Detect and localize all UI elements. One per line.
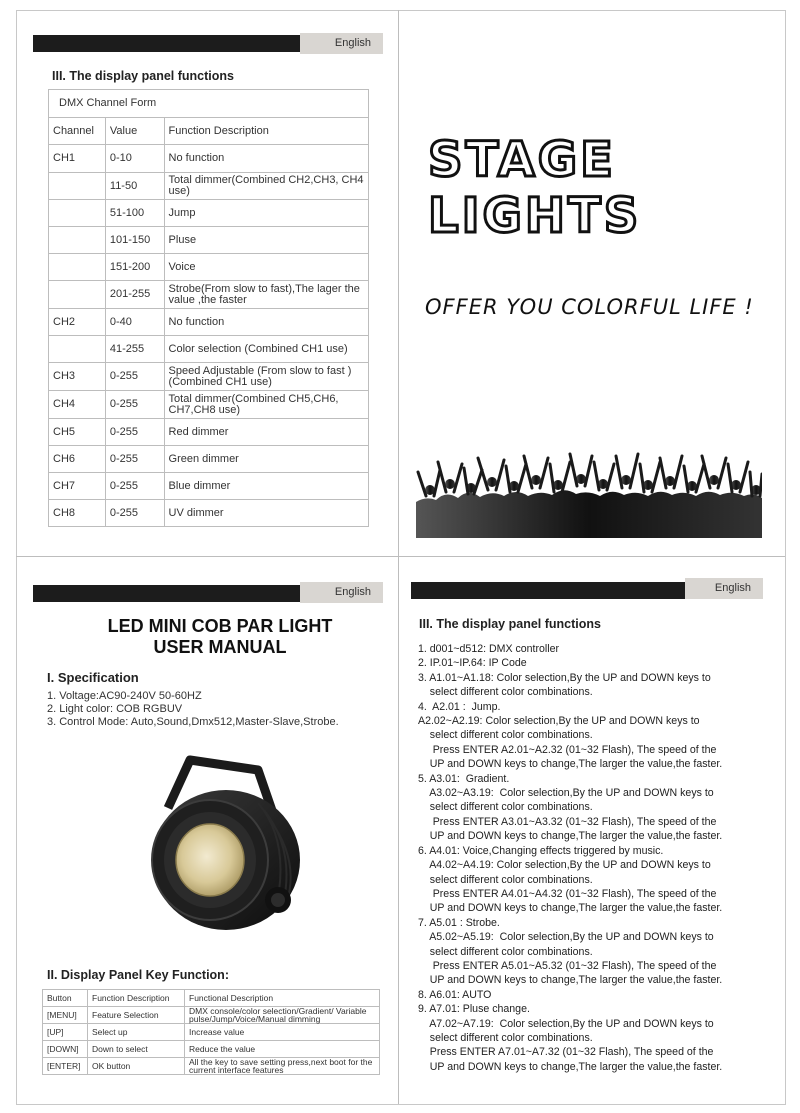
vertical-fold-line bbox=[398, 10, 399, 1104]
keys-cell-function: Select up bbox=[88, 1024, 185, 1041]
table-row bbox=[49, 500, 369, 527]
spec-control-mode: 3. Control Mode: Auto,Sound,Dmx512,Master-Slave,Strobe. bbox=[47, 716, 339, 728]
keys-cell-button: [MENU] bbox=[43, 1007, 88, 1024]
instruction-line: UP and DOWN keys to change,The larger the value,the faster. bbox=[418, 902, 723, 915]
crowd-silhouette bbox=[416, 450, 762, 538]
cell-description: UV dimmer bbox=[164, 500, 368, 527]
table-row bbox=[49, 391, 369, 419]
instruction-line: select different color combinations. bbox=[418, 729, 593, 742]
keys-column-description: Functional Description bbox=[185, 990, 380, 1007]
cell-channel bbox=[49, 173, 106, 200]
table-row bbox=[49, 200, 369, 227]
cell-description: Blue dimmer bbox=[164, 473, 368, 500]
instruction-line: A4.02~A4.19: Color selection,By the UP and DOWN keys to bbox=[418, 859, 711, 872]
table-row bbox=[49, 281, 369, 309]
cell-channel: CH4 bbox=[49, 391, 106, 419]
keys-cell-function: Down to select bbox=[88, 1041, 185, 1058]
cell-channel: CH1 bbox=[49, 145, 106, 173]
table-row bbox=[49, 145, 369, 173]
column-header-channel: Channel bbox=[49, 118, 106, 145]
cell-channel: CH2 bbox=[49, 309, 106, 336]
instruction-line: UP and DOWN keys to change,The larger the value,the faster. bbox=[418, 758, 723, 771]
cell-description: No function bbox=[164, 309, 368, 336]
table-row bbox=[49, 473, 369, 500]
keys-cell-button: [DOWN] bbox=[43, 1041, 88, 1058]
table-row bbox=[49, 363, 369, 391]
keys-cell-description: DMX console/color selection/Gradient/ Variable pulse/Jump/Voice/Manual dimming bbox=[185, 1007, 380, 1024]
instruction-list bbox=[418, 642, 722, 1074]
instruction-line: A5.02~A5.19: Color selection,By the UP and DOWN keys to bbox=[418, 931, 714, 944]
instruction-line: select different color combinations. bbox=[418, 801, 593, 814]
keys-cell-button: [UP] bbox=[43, 1024, 88, 1041]
instruction-line: 6. A4.01: Voice,Changing effects triggered by music. bbox=[418, 844, 664, 857]
brand-title: STAGE LIGHTS bbox=[428, 132, 642, 244]
cell-description: Total dimmer(Combined CH2,CH3, CH4 use) bbox=[164, 173, 368, 200]
section-title: III. The display panel functions bbox=[419, 617, 601, 631]
manual-title-line1: LED MINI COB PAR LIGHT bbox=[107, 616, 333, 636]
cell-description: Strobe(From slow to fast),The lager the value ,the faster bbox=[164, 281, 368, 309]
header-bar bbox=[33, 585, 305, 602]
instruction-line: select different color combinations. bbox=[418, 873, 593, 886]
header-bar bbox=[411, 582, 695, 599]
instruction-line: Press ENTER A4.01~A4.32 (01~32 Flash), The speed of the bbox=[418, 887, 717, 900]
keys-row bbox=[43, 1007, 380, 1024]
keys-cell-button: [ENTER] bbox=[43, 1058, 88, 1075]
cell-value: 0-255 bbox=[105, 391, 164, 419]
instruction-line: select different color combinations. bbox=[418, 945, 593, 958]
instruction-line: 8. A6.01: AUTO bbox=[418, 988, 492, 1001]
cell-channel bbox=[49, 336, 106, 363]
table-header-row bbox=[49, 118, 369, 145]
slogan: OFFER YOU COLORFUL LIFE ! bbox=[425, 295, 754, 319]
cell-value: 0-255 bbox=[105, 419, 164, 446]
table-caption: DMX Channel Form bbox=[49, 90, 369, 118]
instruction-line: Press ENTER A5.01~A5.32 (01~32 Flash), The speed of the bbox=[418, 959, 717, 972]
cell-value: 0-10 bbox=[105, 145, 164, 173]
cob-par-light-image bbox=[138, 748, 308, 938]
table-row bbox=[49, 173, 369, 200]
cell-description: Total dimmer(Combined CH5,CH6, CH7,CH8 use) bbox=[164, 391, 368, 419]
table-caption-row bbox=[49, 90, 369, 118]
instruction-line: 1. d001~d512: DMX controller bbox=[418, 643, 560, 655]
language-tab: English bbox=[685, 578, 763, 599]
keys-row bbox=[43, 1041, 380, 1058]
section-title: III. The display panel functions bbox=[52, 69, 234, 83]
instruction-line: 3. A1.01~A1.18: Color selection,By the UP and DOWN keys to bbox=[418, 671, 711, 684]
instruction-line: 2. IP.01~IP.64: IP Code bbox=[418, 657, 527, 670]
cell-description: No function bbox=[164, 145, 368, 173]
table-row bbox=[49, 227, 369, 254]
cell-description: Pluse bbox=[164, 227, 368, 254]
spec-light-color: 2. Light color: COB RGBUV bbox=[47, 703, 183, 715]
dmx-channel-table bbox=[48, 89, 369, 527]
cell-value: 41-255 bbox=[105, 336, 164, 363]
cell-channel bbox=[49, 200, 106, 227]
instruction-line: 9. A7.01: Pluse change. bbox=[418, 1003, 530, 1016]
instruction-line: 5. A3.01: Gradient. bbox=[418, 772, 510, 785]
instruction-line: Press ENTER A2.01~A2.32 (01~32 Flash), The speed of the bbox=[418, 743, 717, 756]
keys-column-function: Function Description bbox=[88, 990, 185, 1007]
cell-description: Jump bbox=[164, 200, 368, 227]
horizontal-fold-line bbox=[16, 556, 785, 557]
table-row bbox=[49, 254, 369, 281]
cell-value: 51-100 bbox=[105, 200, 164, 227]
instruction-line: A7.02~A7.19: Color selection,By the UP and DOWN keys to bbox=[418, 1017, 714, 1030]
column-header-description: Function Description bbox=[164, 118, 368, 145]
specification-title: I. Specification bbox=[47, 670, 139, 685]
instruction-line: 7. A5.01 : Strobe. bbox=[418, 916, 500, 929]
cell-description: Speed Adjustable (From slow to fast ) (Combined CH1 use) bbox=[164, 363, 368, 391]
instruction-line: Press ENTER A7.01~A7.32 (01~32 Flash), The speed of the bbox=[418, 1046, 714, 1059]
table-row bbox=[49, 336, 369, 363]
language-tab: English bbox=[300, 33, 383, 54]
cell-channel bbox=[49, 281, 106, 309]
instruction-line: 4. A2.01 : Jump. bbox=[418, 700, 501, 713]
cell-channel bbox=[49, 254, 106, 281]
spec-voltage: 1. Voltage:AC90-240V 50-60HZ bbox=[47, 690, 202, 702]
instruction-line: A2.02~A2.19: Color selection,By the UP and DOWN keys to bbox=[418, 715, 700, 728]
instruction-line: Press ENTER A3.01~A3.32 (01~32 Flash), The speed of the bbox=[418, 815, 717, 828]
keys-cell-function: Feature Selection bbox=[88, 1007, 185, 1024]
keys-cell-description: All the key to save setting press,next boot for the current interface features bbox=[185, 1058, 380, 1075]
cell-value: 11-50 bbox=[105, 173, 164, 200]
instruction-line: select different color combinations. bbox=[418, 1031, 593, 1044]
cell-value: 201-255 bbox=[105, 281, 164, 309]
cell-channel: CH7 bbox=[49, 473, 106, 500]
cell-description: Voice bbox=[164, 254, 368, 281]
instruction-line: select different color combinations. bbox=[418, 686, 593, 699]
keys-cell-description: Reduce the value bbox=[185, 1041, 380, 1058]
table-row bbox=[49, 446, 369, 473]
header-bar bbox=[33, 35, 305, 52]
instruction-line: A3.02~A3.19: Color selection,By the UP and DOWN keys to bbox=[418, 787, 714, 800]
cell-channel bbox=[49, 227, 106, 254]
cell-value: 0-255 bbox=[105, 473, 164, 500]
instruction-line: UP and DOWN keys to change,The larger the value,the faster. bbox=[418, 974, 723, 987]
instruction-line: UP and DOWN keys to change,The larger the value,the faster. bbox=[418, 830, 723, 843]
cell-value: 151-200 bbox=[105, 254, 164, 281]
keys-cell-function: OK button bbox=[88, 1058, 185, 1075]
cell-channel: CH8 bbox=[49, 500, 106, 527]
table-row bbox=[49, 419, 369, 446]
column-header-value: Value bbox=[105, 118, 164, 145]
key-function-title: II. Display Panel Key Function: bbox=[47, 968, 229, 982]
cell-description: Red dimmer bbox=[164, 419, 368, 446]
cell-value: 101-150 bbox=[105, 227, 164, 254]
cell-value: 0-255 bbox=[105, 446, 164, 473]
instruction-line: UP and DOWN keys to change,The larger the value,the faster. bbox=[418, 1060, 723, 1073]
key-function-table bbox=[42, 989, 380, 1075]
keys-row bbox=[43, 1024, 380, 1041]
cell-value: 0-255 bbox=[105, 363, 164, 391]
manual-title-line2: USER MANUAL bbox=[153, 637, 287, 657]
cell-channel: CH3 bbox=[49, 363, 106, 391]
cell-channel: CH6 bbox=[49, 446, 106, 473]
cell-description: Green dimmer bbox=[164, 446, 368, 473]
language-tab: English bbox=[300, 582, 383, 603]
keys-row bbox=[43, 1058, 380, 1075]
cell-value: 0-255 bbox=[105, 500, 164, 527]
keys-header-row bbox=[43, 990, 380, 1007]
cell-channel: CH5 bbox=[49, 419, 106, 446]
cell-value: 0-40 bbox=[105, 309, 164, 336]
keys-column-button: Button bbox=[43, 990, 88, 1007]
table-row bbox=[49, 309, 369, 336]
keys-cell-description: Increase value bbox=[185, 1024, 380, 1041]
cell-description: Color selection (Combined CH1 use) bbox=[164, 336, 368, 363]
